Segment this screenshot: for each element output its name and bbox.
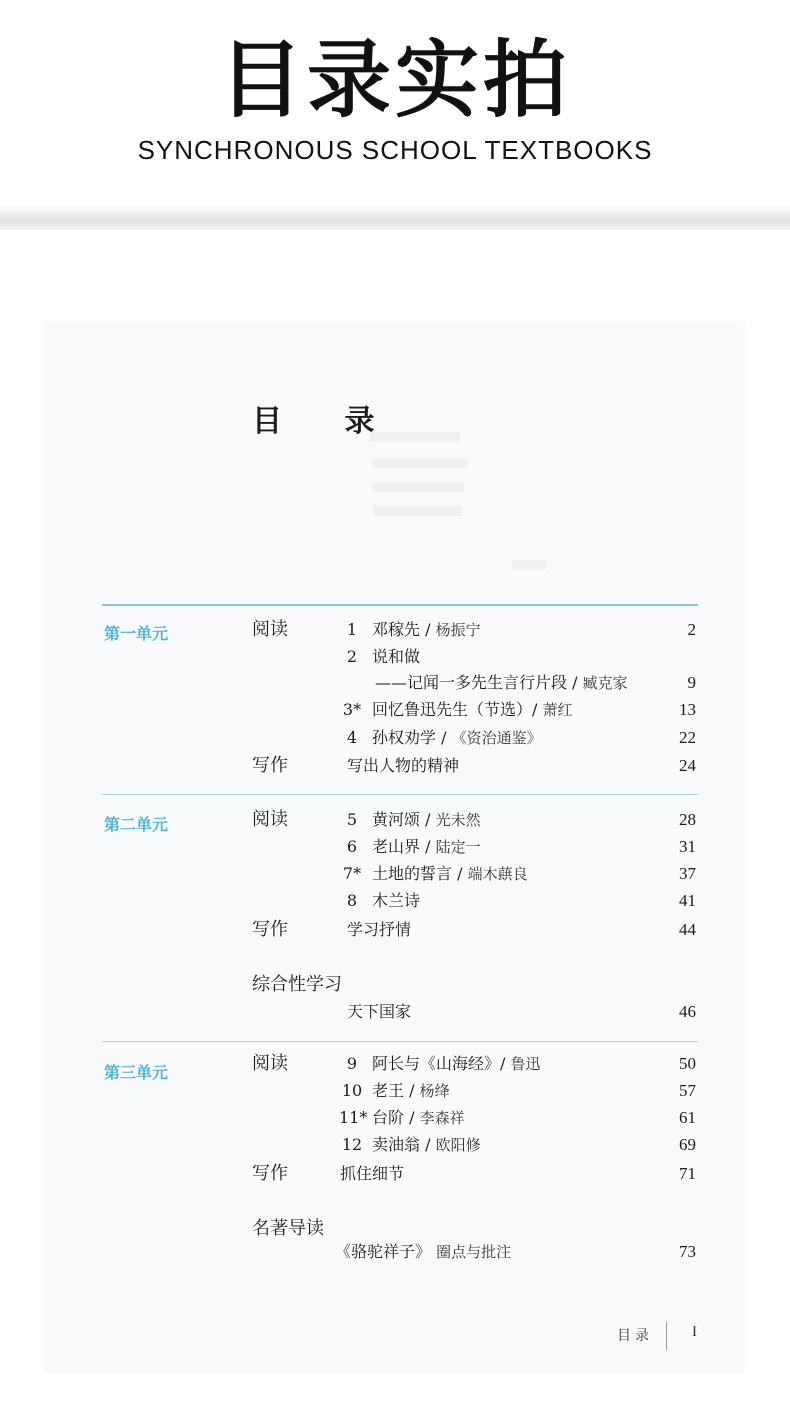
lesson-author: 欧阳修 [435, 1136, 481, 1154]
page-number: 31 [679, 837, 696, 856]
lesson-author: 圈点与批注 [436, 1243, 512, 1261]
toc-entry [0, 645, 790, 669]
lesson-number: 1 [346, 620, 358, 639]
page-number: 41 [679, 891, 696, 910]
lesson-author: 陆定一 [435, 838, 481, 856]
lesson-title: 孙权劝学 / [372, 728, 452, 747]
lesson-number: 11* [339, 1108, 368, 1127]
toc-entry [0, 671, 790, 695]
toc-section: 名著导读 [252, 1218, 324, 1239]
lesson-title-line [372, 835, 481, 859]
show-through-mark [374, 506, 462, 516]
lesson-title-line [372, 1133, 481, 1157]
page-number: 13 [679, 700, 696, 719]
lesson-author: 鲁迅 [510, 1055, 541, 1073]
toc-section: 阅读 [252, 619, 288, 640]
lesson-title-line [375, 671, 628, 695]
toc-entry [0, 1240, 790, 1264]
page-number: 44 [679, 920, 696, 939]
toc-section: 阅读 [252, 809, 288, 830]
footer-divider [666, 1322, 667, 1350]
lesson-title: 台阶 / [372, 1108, 420, 1127]
toc-entry [0, 1133, 790, 1157]
lesson-title-line [372, 726, 542, 750]
lesson-title-line [372, 645, 420, 669]
lesson-author: 光未然 [435, 811, 481, 829]
lesson-number: 3* [342, 700, 362, 719]
lesson-title-line [340, 1162, 404, 1186]
lesson-title-line [372, 889, 420, 913]
page-number: 2 [687, 620, 696, 639]
toc-entry [0, 1162, 790, 1186]
lesson-number: 8 [346, 891, 358, 910]
toc-entry [0, 889, 790, 913]
unit-separator [102, 794, 698, 795]
lesson-title: 老王 / [372, 1081, 420, 1100]
unit-label: 第一单元 [104, 624, 169, 643]
toc-section: 写作 [252, 755, 288, 776]
page-number: 69 [679, 1135, 696, 1154]
lesson-number: 7* [342, 864, 362, 883]
page-number: 22 [679, 728, 696, 747]
lesson-author: 杨绛 [419, 1082, 450, 1100]
toc-section: 阅读 [252, 1053, 288, 1074]
footer-page-number: I [692, 1324, 697, 1340]
show-through-mark [372, 482, 464, 492]
lesson-title-line [372, 808, 481, 832]
lesson-title: 木兰诗 [372, 891, 421, 910]
lesson-title: 老山界 / [372, 837, 436, 856]
toc-entry [0, 698, 790, 722]
lesson-number: 12 [341, 1135, 363, 1154]
lesson-title: 《骆驼祥子》 [335, 1242, 437, 1261]
lesson-title: 土地的誓言 / [372, 864, 468, 883]
unit-separator [102, 1041, 698, 1042]
lesson-title: 黄河颂 / [372, 810, 436, 829]
lesson-title-line [335, 1240, 511, 1264]
toc-entry [0, 918, 790, 942]
lesson-title: 说和做 [372, 647, 421, 666]
lesson-title-line [372, 1106, 465, 1130]
lesson-title-line [372, 698, 573, 722]
lesson-title-line [347, 918, 411, 942]
toc-entry [0, 754, 790, 778]
lesson-author: 《资治通鉴》 [451, 729, 542, 747]
toc-entry [0, 973, 790, 997]
lesson-title-line [372, 862, 528, 886]
page-number: 50 [679, 1054, 696, 1073]
page-number: 73 [679, 1242, 696, 1261]
lesson-title-line [347, 1000, 411, 1024]
toc-entry [0, 808, 790, 832]
page-number: 61 [679, 1108, 696, 1127]
toc-entry [0, 1079, 790, 1103]
unit-label: 第二单元 [104, 815, 169, 834]
lesson-author: 端木蕻良 [467, 865, 528, 883]
unit-label: 第三单元 [104, 1063, 169, 1082]
toc-entry [0, 1000, 790, 1024]
toc-heading: 目 录 [252, 404, 401, 439]
page-number: 46 [679, 1002, 696, 1021]
lesson-number: 4 [346, 728, 358, 747]
lesson-author: 臧克家 [582, 674, 628, 692]
toc-section: 写作 [252, 1163, 288, 1184]
lesson-number: 5 [346, 810, 358, 829]
toc-entry [0, 835, 790, 859]
toc-entry [0, 1217, 790, 1241]
lesson-title-line [372, 1052, 541, 1076]
lesson-number: 2 [346, 647, 358, 666]
lesson-title: 回忆鲁迅先生（节选）/ [372, 700, 543, 719]
toc-section: 写作 [252, 919, 288, 940]
header-shadow-divider [0, 205, 790, 230]
show-through-mark [512, 560, 546, 570]
page-number: 71 [679, 1164, 696, 1183]
lesson-author: 萧红 [542, 701, 573, 719]
lesson-title: 阿长与《山海经》/ [372, 1054, 511, 1073]
page-number: 9 [687, 673, 696, 692]
toc-entry [0, 862, 790, 886]
toc-entry [0, 1052, 790, 1076]
lesson-title: 学习抒情 [347, 920, 412, 939]
toc-section: 综合性学习 [252, 974, 342, 995]
lesson-title-line [372, 1079, 450, 1103]
lesson-number: 10 [341, 1081, 363, 1100]
lesson-title-line [347, 754, 459, 778]
lesson-number: 6 [346, 837, 358, 856]
toc-entry [0, 618, 790, 642]
lesson-author: 李森祥 [419, 1109, 465, 1127]
page-number: 37 [679, 864, 696, 883]
page-number: 24 [679, 756, 696, 775]
toc-entry [0, 726, 790, 750]
lesson-title: 天下国家 [347, 1002, 412, 1021]
toc-entry [0, 1106, 790, 1130]
show-through-mark [372, 458, 468, 468]
header-banner [0, 0, 790, 215]
page-number: 28 [679, 810, 696, 829]
lesson-title: 写出人物的精神 [347, 756, 460, 775]
lesson-title: 抓住细节 [340, 1164, 405, 1183]
page-number: 57 [679, 1081, 696, 1100]
unit-separator [102, 604, 698, 606]
lesson-title: 邓稼先 / [372, 620, 436, 639]
page-subtitle: SYNCHRONOUS SCHOOL TEXTBOOKS [137, 135, 653, 165]
page-title: 目录实拍 [218, 31, 571, 129]
lesson-title-line [372, 618, 481, 642]
lesson-title: ——记闻一多先生言行片段 / [375, 673, 583, 692]
lesson-title: 卖油翁 / [372, 1135, 436, 1154]
lesson-author: 杨振宁 [435, 621, 481, 639]
footer-label: 目录 [617, 1328, 653, 1344]
lesson-number: 9 [346, 1054, 358, 1073]
